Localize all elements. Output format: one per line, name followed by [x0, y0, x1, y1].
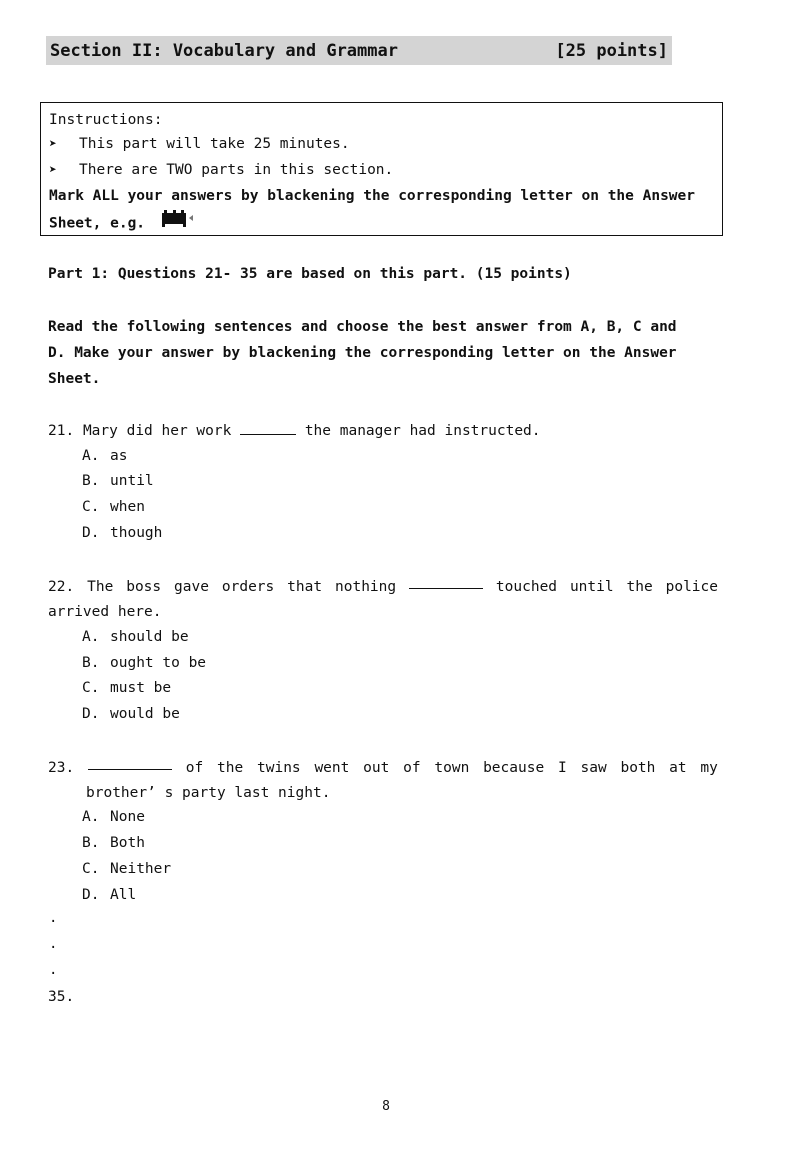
question-23-line-2: brother’ s party last night.	[86, 785, 331, 801]
part1-directions	[48, 314, 718, 392]
part1-heading: Part 1: Questions 21- 35 are based on this part. (15 points)	[48, 266, 572, 282]
option-22-d: D. would be	[82, 706, 180, 722]
instructions-title: Instructions:	[49, 112, 163, 128]
option-21-d: D. though	[82, 525, 163, 541]
ellipsis-dot: .	[49, 962, 58, 978]
arrow-bullet-icon: ➤	[49, 137, 57, 152]
option-21-c: C. when	[82, 499, 145, 515]
directions-line-3: Sheet.	[48, 371, 101, 387]
question-21: 21. Mary did her work the manager had instructed.	[48, 423, 541, 439]
option-23-a: A. None	[82, 809, 145, 825]
option-23-b: B. Both	[82, 835, 145, 851]
page-number: 8	[382, 1099, 390, 1114]
option-23-d: D. All	[82, 887, 137, 903]
section-points: [25 points]	[555, 40, 668, 61]
section-header	[46, 36, 672, 65]
answer-blank	[409, 576, 483, 589]
option-23-c: C. Neither	[82, 861, 172, 877]
answer-blank	[88, 757, 172, 770]
instruction-mark-line-2: Sheet, e.g.	[49, 209, 714, 235]
ellipsis-dot: .	[49, 910, 58, 926]
option-21-b: B. until	[82, 473, 154, 489]
instruction-bullet-2: ➤ There are TWO parts in this section.	[49, 157, 714, 183]
section-title: Section II: Vocabulary and Grammar	[50, 40, 398, 61]
option-22-c: C. must be	[82, 680, 172, 696]
question-22-line-2: arrived here.	[48, 604, 162, 620]
option-21-a: A. as	[82, 448, 128, 464]
option-22-a: A. should be	[82, 629, 189, 645]
option-22-b: B. ought to be	[82, 655, 207, 671]
instructions-box	[40, 102, 723, 236]
blackened-bubble-icon	[160, 209, 194, 238]
question-22-line-1: 22. The boss gave orders that nothing touched until the police	[48, 574, 718, 600]
directions-line-2: D. Make your answer by blackening the corresponding letter on the Answer	[48, 345, 677, 361]
question-35-number: 35.	[48, 989, 75, 1005]
instruction-bullet-1: ➤ This part will take 25 minutes.	[49, 131, 714, 157]
question-23-line-1: 23. of the twins went out of town because I saw both at my	[48, 755, 718, 781]
answer-blank	[240, 422, 296, 435]
arrow-bullet-icon: ➤	[49, 163, 57, 178]
instruction-mark-line-1: Mark ALL your answers by blackening the corresponding letter on the Answer	[49, 188, 696, 204]
directions-line-1: Read the following sentences and choose the best answer from A, B, C and	[48, 319, 677, 335]
ellipsis-dot: .	[49, 936, 58, 952]
